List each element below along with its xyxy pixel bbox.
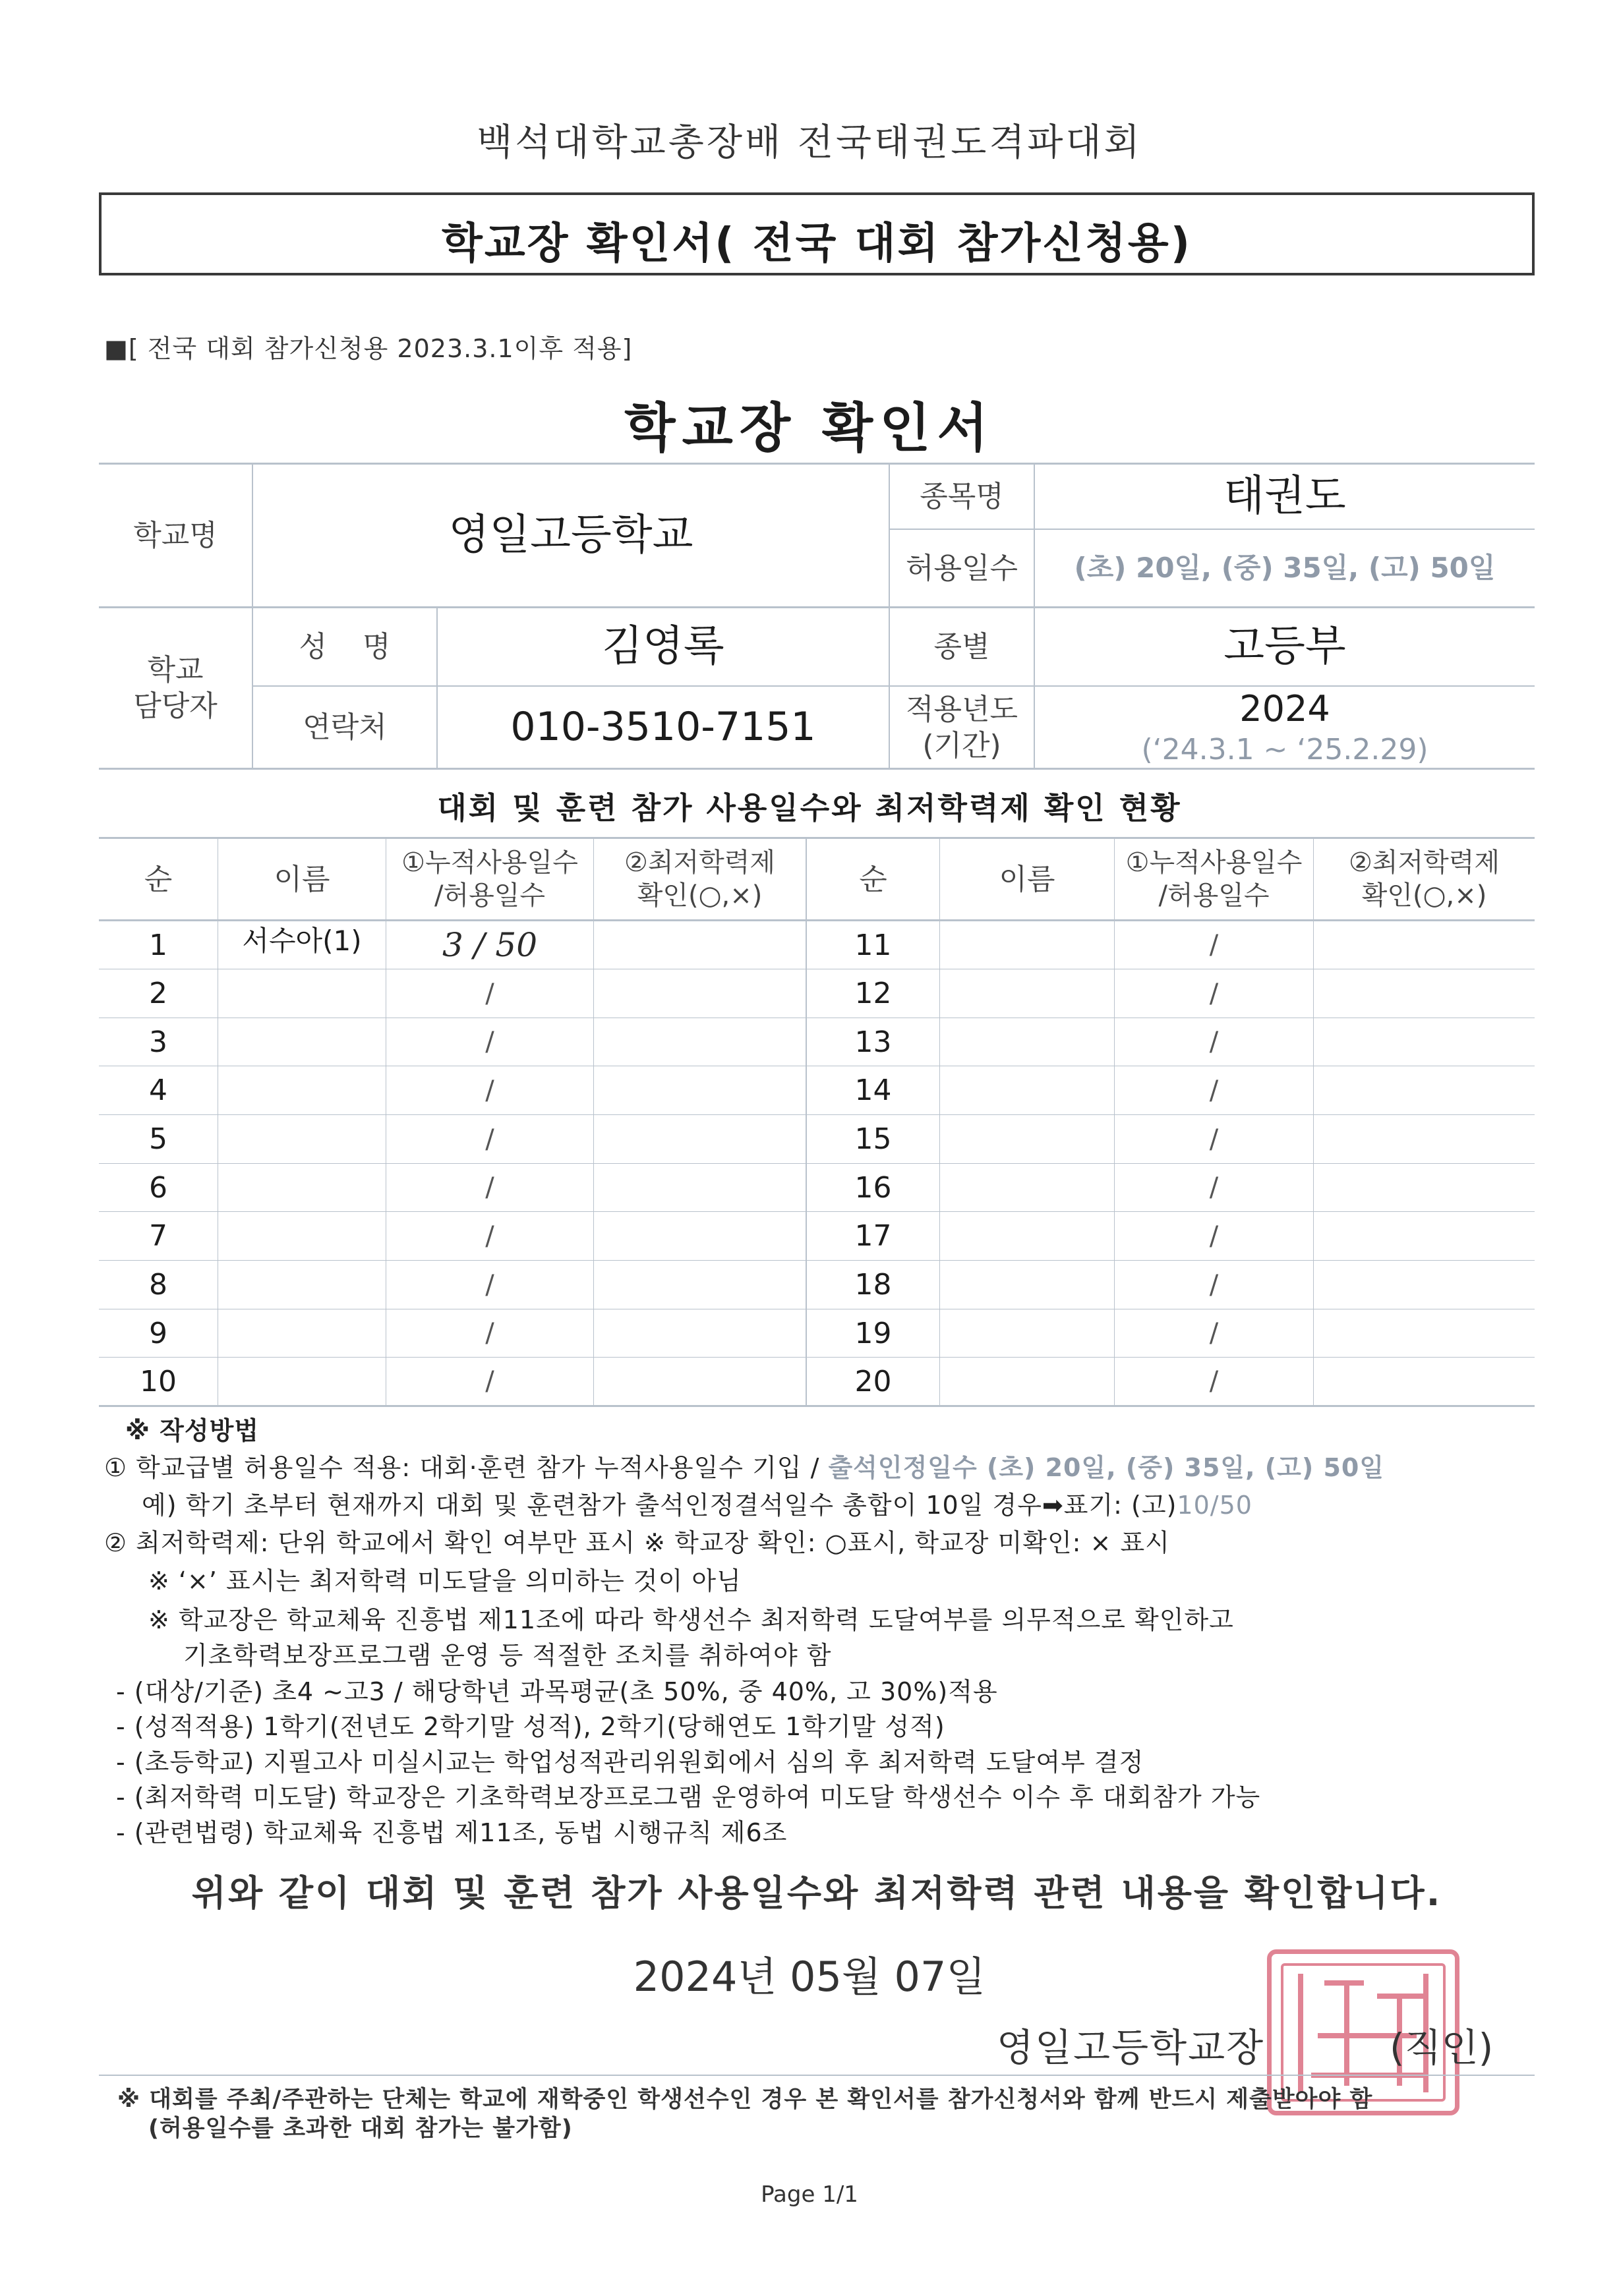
header-academic-line1: ②최저학력제 bbox=[624, 847, 776, 878]
header-days-left bbox=[386, 839, 593, 919]
row-check[interactable] bbox=[594, 1164, 806, 1211]
allowed-days-value: (초) 20일, (중) 35일, (고) 50일 bbox=[1074, 551, 1496, 584]
row-name[interactable] bbox=[218, 1115, 386, 1163]
row-days[interactable]: / bbox=[1209, 1124, 1219, 1155]
row-no: 16 bbox=[854, 1170, 892, 1205]
event-title: 백석대학교총장배 전국태권도격파대회 bbox=[477, 121, 1142, 164]
header-days-line2: /허용일수 bbox=[434, 880, 546, 911]
row-name[interactable] bbox=[940, 1358, 1114, 1405]
row-no: 8 bbox=[149, 1268, 167, 1302]
row-no: 3 bbox=[149, 1025, 167, 1059]
signatory-name: 영일고등학교장 bbox=[997, 2025, 1265, 2070]
header-academic-left bbox=[594, 839, 806, 919]
note-1-example-muted: 10/50 bbox=[1177, 1491, 1252, 1520]
row-no: 15 bbox=[854, 1122, 892, 1156]
manager-label bbox=[99, 608, 252, 768]
manager-label-line2: 담당자 bbox=[133, 689, 218, 723]
row-check[interactable] bbox=[594, 969, 806, 1018]
row-days[interactable]: / bbox=[485, 1075, 494, 1106]
header-academic-line1: ②최저학력제 bbox=[1348, 847, 1500, 878]
footer-note-1: ※ 대회를 주최/주관하는 단체는 학교에 재학중인 학생선수인 경우 본 확인서를 참가신청서와 함께 반드시 제출받아야 함 bbox=[117, 2086, 1373, 2113]
row-no: 9 bbox=[149, 1316, 167, 1350]
row-no: 1 bbox=[149, 928, 167, 962]
row-days[interactable]: / bbox=[485, 1269, 494, 1300]
note-4a: ※ 학교장은 학교체육 진흥법 제11조에 따라 학생선수 최저학력 도달여부를 의무적으로 확인하고 bbox=[148, 1605, 1234, 1634]
row-name[interactable] bbox=[218, 1358, 386, 1405]
row-no: 14 bbox=[854, 1074, 892, 1107]
row-days[interactable]: / bbox=[1209, 1269, 1219, 1300]
row-days[interactable]: / bbox=[485, 1220, 494, 1251]
row-no: 18 bbox=[854, 1268, 892, 1302]
note-1 bbox=[104, 1447, 1384, 1483]
row-no: 2 bbox=[149, 977, 167, 1010]
row-check[interactable] bbox=[594, 1018, 806, 1066]
row-days-handwritten: 3 / 50 bbox=[442, 925, 538, 964]
row-name[interactable] bbox=[218, 1018, 386, 1066]
row-name[interactable] bbox=[218, 1261, 386, 1309]
row-check[interactable] bbox=[1314, 1309, 1535, 1357]
header-academic-line2: 확인(○,×) bbox=[637, 880, 763, 911]
row-check[interactable] bbox=[1314, 921, 1535, 969]
row-days[interactable]: / bbox=[1209, 1075, 1219, 1106]
row-no: 12 bbox=[854, 977, 892, 1010]
row-name[interactable] bbox=[218, 1309, 386, 1357]
sport-value: 태권도 bbox=[1223, 472, 1346, 521]
row-days[interactable]: / bbox=[1209, 1172, 1219, 1203]
school-name-value: 영일고등학교 bbox=[448, 511, 693, 560]
row-check[interactable] bbox=[1314, 1066, 1535, 1114]
row-check[interactable] bbox=[1314, 1212, 1535, 1260]
row-name[interactable] bbox=[218, 969, 386, 1018]
row-check[interactable] bbox=[594, 1358, 806, 1405]
note-1-example-main: 예) 학기 초부터 현재까지 대회 및 훈련참가 출석인정결석일수 총합이 10일 경우➡표기: (고) bbox=[142, 1491, 1177, 1520]
header-no-right: 순 bbox=[859, 862, 887, 896]
contact-label: 연락처 bbox=[303, 710, 387, 744]
row-check[interactable] bbox=[1314, 1018, 1535, 1066]
row-name[interactable] bbox=[940, 1066, 1114, 1114]
header-days-line2: /허용일수 bbox=[1158, 880, 1270, 911]
year-value-cell bbox=[1035, 687, 1535, 768]
row-name[interactable] bbox=[940, 1212, 1114, 1260]
document-heading: 학교장 확인서( 전국 대회 참가신청용) bbox=[442, 219, 1192, 268]
year-label-line1: 적용년도 bbox=[905, 692, 1018, 726]
row-name[interactable] bbox=[940, 1309, 1114, 1357]
header-days-line1: ①누적사용일수 bbox=[401, 847, 578, 878]
row-name[interactable] bbox=[940, 921, 1114, 969]
row-name[interactable] bbox=[940, 1261, 1114, 1309]
header-days-line1: ①누적사용일수 bbox=[1125, 847, 1303, 878]
row-check[interactable] bbox=[594, 921, 806, 969]
person-name-value: 김영록 bbox=[602, 622, 724, 671]
row-no: 10 bbox=[140, 1364, 177, 1398]
row-check[interactable] bbox=[1314, 1164, 1535, 1211]
header-academic-right bbox=[1314, 839, 1535, 919]
row-name[interactable] bbox=[940, 1164, 1114, 1211]
seal-label: (직인) bbox=[1390, 2025, 1494, 2070]
row-days[interactable]: / bbox=[1209, 978, 1219, 1009]
detail-4: - (최저학력 미도달) 학교장은 기초학력보장프로그램 운영하여 미도달 학생선수 이수 후 대회참가 가능 bbox=[116, 1783, 1261, 1812]
row-check[interactable] bbox=[594, 1115, 806, 1163]
confirmation-statement: 위와 같이 대회 및 훈련 참가 사용일수와 최저학력 관련 내용을 확인합니다. bbox=[191, 1872, 1442, 1914]
division-label: 종별 bbox=[933, 629, 990, 664]
row-no: 7 bbox=[149, 1219, 167, 1253]
manager-label-line1: 학교 bbox=[147, 652, 204, 687]
note-4b: 기초학력보장프로그램 운영 등 적절한 조치를 취하여야 함 bbox=[183, 1641, 832, 1670]
row-days[interactable]: / bbox=[485, 1172, 494, 1203]
row-no: 20 bbox=[854, 1364, 892, 1398]
row-days[interactable]: / bbox=[1209, 1318, 1219, 1348]
row-no: 13 bbox=[854, 1025, 892, 1059]
row-check[interactable] bbox=[1314, 1115, 1535, 1163]
row-name[interactable] bbox=[940, 1115, 1114, 1163]
detail-1: - (대상/기준) 초4 ~고3 / 해당학년 과목평균(초 50%, 중 40%, 고 30%)적용 bbox=[116, 1677, 998, 1706]
detail-5: - (관련법령) 학교체육 진흥법 제11조, 동법 시행규칙 제6조 bbox=[116, 1818, 788, 1847]
year-label bbox=[890, 687, 1034, 768]
row-days[interactable]: / bbox=[485, 978, 494, 1009]
row-no: 17 bbox=[854, 1219, 892, 1253]
row-check[interactable] bbox=[1314, 969, 1535, 1018]
row-check[interactable] bbox=[1314, 1261, 1535, 1309]
footer-note-2: (허용일수를 초과한 대회 참가는 불가함) bbox=[148, 2115, 573, 2142]
row-days[interactable]: / bbox=[485, 1318, 494, 1348]
detail-3: - (초등학교) 지필고사 미실시교는 학업성적관리위원회에서 심의 후 최저학력 도달여부 결정 bbox=[116, 1748, 1144, 1777]
year-period: (‘24.3.1 ~ ‘25.2.29) bbox=[1141, 732, 1428, 766]
row-name[interactable] bbox=[218, 1066, 386, 1114]
row-days[interactable]: / bbox=[485, 1027, 494, 1057]
header-days-right bbox=[1115, 839, 1313, 919]
row-no: 6 bbox=[149, 1170, 167, 1205]
row-check[interactable] bbox=[1314, 1358, 1535, 1405]
row-days[interactable]: / bbox=[1209, 930, 1219, 960]
header-no-left: 순 bbox=[144, 862, 173, 896]
header-name-right: 이름 bbox=[999, 862, 1055, 896]
row-days[interactable]: / bbox=[485, 1124, 494, 1155]
note-3: ※ ‘×’ 표시는 최저학력 미도달을 의미하는 것이 아님 bbox=[148, 1566, 742, 1595]
row-days[interactable]: / bbox=[1209, 1220, 1219, 1251]
sport-label: 종목명 bbox=[920, 479, 1004, 513]
year-label-line2: (기간) bbox=[922, 728, 1001, 762]
note-2: ② 최저학력제: 단위 학교에서 확인 여부만 표시 ※ 학교장 확인: ○표시, 학교장 미확인: × 표시 bbox=[104, 1528, 1170, 1557]
header-name-left: 이름 bbox=[274, 862, 330, 896]
note-1-example bbox=[142, 1485, 1252, 1521]
row-days[interactable]: / bbox=[485, 1366, 494, 1396]
year-value: 2024 bbox=[1239, 688, 1330, 730]
row-name: 서수아(1) bbox=[242, 924, 362, 957]
school-name-label: 학교명 bbox=[133, 518, 218, 552]
detail-2: - (성적적용) 1학기(전년도 2학기말 성적), 2학기(당해연도 1학기말 성적) bbox=[116, 1712, 945, 1741]
person-name-label: 성 명 bbox=[299, 629, 391, 664]
date: 2024년 05월 07일 bbox=[633, 1953, 986, 2001]
row-no: 19 bbox=[854, 1316, 892, 1350]
header-academic-line2: 확인(○,×) bbox=[1361, 880, 1487, 911]
row-name[interactable] bbox=[218, 1212, 386, 1260]
row-check[interactable] bbox=[594, 1066, 806, 1114]
row-no: 5 bbox=[149, 1122, 167, 1156]
row-check[interactable] bbox=[594, 1261, 806, 1309]
row-name[interactable] bbox=[940, 1018, 1114, 1066]
allowed-days-label: 허용일수 bbox=[905, 551, 1018, 585]
page-number: Page 1/1 bbox=[761, 2181, 858, 2208]
contact-value: 010-3510-7151 bbox=[510, 704, 816, 750]
row-check[interactable] bbox=[594, 1309, 806, 1357]
row-days[interactable]: / bbox=[1209, 1366, 1219, 1396]
footer-rule bbox=[99, 2075, 1535, 2076]
row-check[interactable] bbox=[594, 1212, 806, 1260]
applicability-note: ■[ 전국 대회 참가신청용 2023.3.1이후 적용] bbox=[104, 334, 633, 363]
notes-heading: ※ 작성방법 bbox=[125, 1416, 260, 1445]
row-no: 4 bbox=[149, 1074, 167, 1107]
row-days[interactable]: / bbox=[1209, 1027, 1219, 1057]
status-title: 대회 및 훈련 참가 사용일수와 최저학력제 확인 현황 bbox=[437, 790, 1182, 826]
row-name[interactable] bbox=[940, 969, 1114, 1018]
note-1-main: ① 학교급별 허용일수 적용: 대회·훈련 참가 누적사용일수 기입 / bbox=[104, 1453, 829, 1482]
form-title: 학교장 확인서 bbox=[624, 397, 995, 459]
division-value: 고등부 bbox=[1223, 622, 1346, 671]
note-1-muted: 출석인정일수 (초) 20일, (중) 35일, (고) 50일 bbox=[828, 1453, 1385, 1482]
row-name[interactable] bbox=[218, 1164, 386, 1211]
row-no: 11 bbox=[854, 928, 892, 962]
